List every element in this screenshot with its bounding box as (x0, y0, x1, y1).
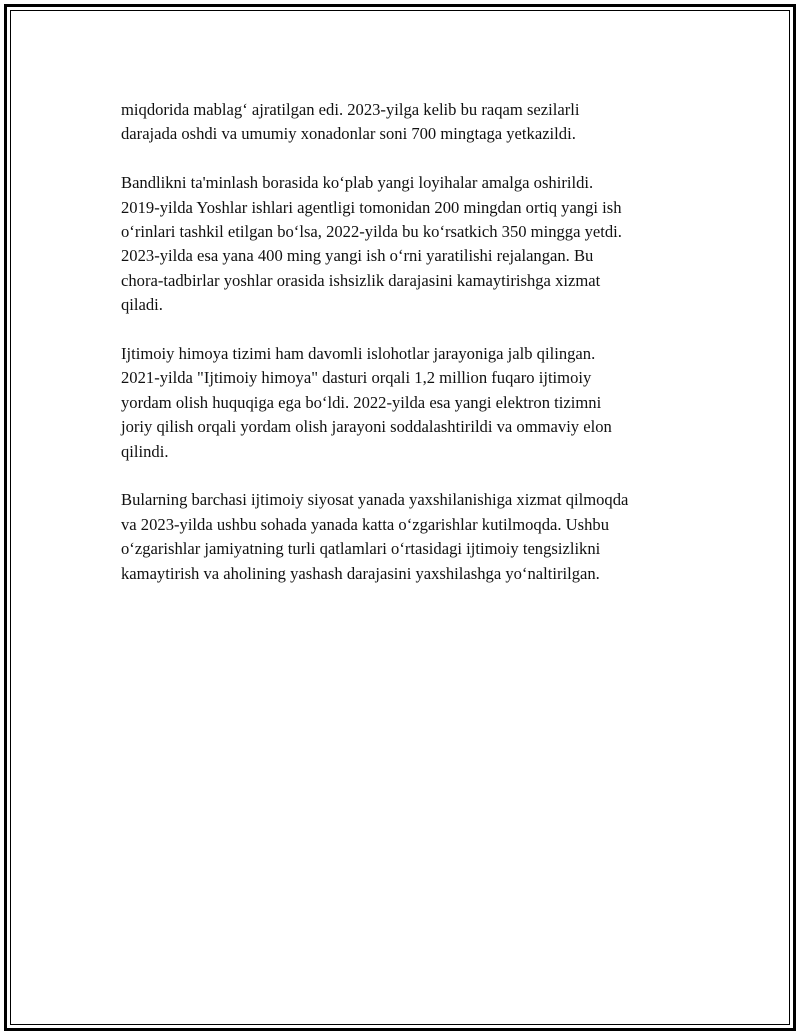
text-line: 2021-yilda "Ijtimoiy himoya" dasturi orqali 1,2 million fuqaro ijtimoiy (121, 368, 592, 388)
text-line: o‘rinlari tashkil etilgan bo‘lsa, 2022-yilda bu ko‘rsatkich 350 mingga yetdi. (121, 222, 622, 242)
text-line: Bandlikni ta'minlash borasida ko‘plab yangi loyihalar amalga oshirildi. (121, 173, 594, 193)
document-body (121, 98, 711, 610)
document-page (4, 4, 796, 1031)
text-line: 2019-yilda Yoshlar ishlari agentligi tomonidan 200 mingdan ortiq yangi ish (121, 197, 622, 217)
paragraph-1 (121, 98, 711, 147)
paragraph-4 (121, 488, 711, 586)
text-line: yordam olish huquqiga ega bo‘ldi. 2022-yilda esa yangi elektron tizimni (121, 392, 602, 412)
text-line: Bularning barchasi ijtimoiy siyosat yanada yaxshilanishiga xizmat qilmoqda (121, 490, 629, 510)
text-line: chora-tadbirlar yoshlar orasida ishsizlik darajasini kamaytirishga xizmat (121, 270, 601, 290)
text-line: 2023-yilda esa yana 400 ming yangi ish o‘rni yaratilishi rejalangan. Bu (121, 246, 594, 266)
text-line: qilindi. (121, 441, 169, 461)
paragraph-2 (121, 171, 711, 317)
text-line: qiladi. (121, 295, 163, 315)
text-line: o‘zgarishlar jamiyatning turli qatlamlari o‘rtasidagi ijtimoiy tengsizlikni (121, 539, 601, 559)
text-line: Ijtimoiy himoya tizimi ham davomli islohotlar jarayoniga jalb qilingan. (121, 344, 596, 364)
text-line: va 2023-yilda ushbu sohada yanada katta o‘zgarishlar kutilmoqda. Ushbu (121, 514, 610, 534)
text-line: miqdorida mablag‘ ajratilgan edi. 2023-yilga kelib bu raqam sezilarli (121, 100, 580, 119)
text-line: joriy qilish orqali yordam olish jarayoni soddalashtirildi va ommaviy elon (121, 417, 612, 437)
paragraph-3 (121, 342, 711, 464)
text-line: darajada oshdi va umumiy xonadonlar soni 700 mingtaga yetkazildi. (121, 124, 576, 144)
text-line: kamaytirish va aholining yashash darajasini yaxshilashga yo‘naltirilgan. (121, 563, 600, 583)
